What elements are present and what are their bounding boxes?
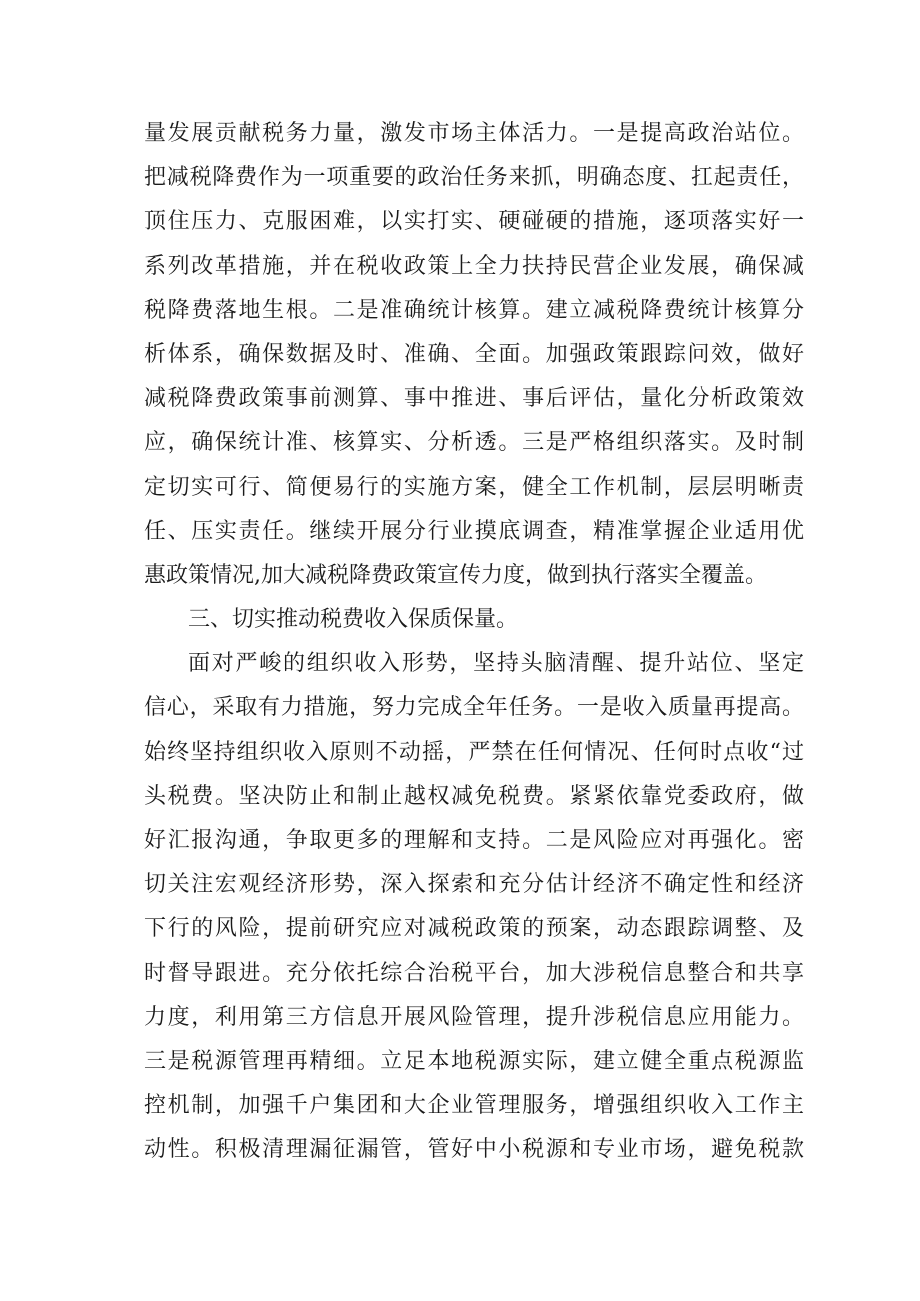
- text-line: 把减税降费作为一项重要的政治任务来抓，明确态度、扛起责任，: [144, 165, 804, 191]
- text-line: 惠政策情况,加大减税降费政策宣传力度，做到执行落实全覆盖。: [144, 562, 767, 588]
- text-line: 析体系，确保数据及时、准确、全面。加强政策跟踪问效，做好: [144, 341, 804, 367]
- text-line: 时督导跟进。充分依托综合治税平台，加大涉税信息整合和共享: [144, 960, 804, 986]
- text-line: 减税降费政策事前测算、事中推进、事后评估，量化分析政策效: [144, 386, 804, 412]
- text-line: 定切实可行、简便易行的实施方案，健全工作机制，层层明晰责: [144, 474, 804, 500]
- text-line: 应，确保统计准、核算实、分析透。三是严格组织落实。及时制: [144, 430, 804, 456]
- text-line: 控机制，加强千户集团和大企业管理服务，增强组织收入工作主: [144, 1093, 804, 1119]
- text-line: 切关注宏观经济形势，深入探索和充分估计经济不确定性和经济: [144, 872, 804, 898]
- text-line: 下行的风险，提前研究应对减税政策的预案，动态跟踪调整、及: [144, 916, 804, 942]
- text-line: 面对严峻的组织收入形势，坚持头脑清醒、提升站位、坚定: [188, 651, 804, 677]
- text-line: 任、压实责任。继续开展分行业摸底调查，精准掌握企业适用优: [144, 518, 804, 544]
- text-line: 头税费。坚决防止和制止越权减免税费。紧紧依靠党委政府，做: [144, 783, 804, 809]
- document-body: [144, 112, 804, 1173]
- text-line: 信心，采取有力措施，努力完成全年任务。一是收入质量再提高。: [144, 695, 804, 721]
- text-line: 税降费落地生根。二是准确统计核算。建立减税降费统计核算分: [144, 297, 804, 323]
- text-line: 动性。积极清理漏征漏管，管好中小税源和专业市场，避免税款: [144, 1137, 804, 1163]
- text-line: 量发展贡献税务力量，激发市场主体活力。一是提高政治站位。: [144, 121, 804, 146]
- text-line: 始终坚持组织收入原则不动摇，严禁在任何情况、任何时点收“过: [144, 739, 804, 765]
- text-line: 力度，利用第三方信息开展风险管理，提升涉税信息应用能力。: [144, 1004, 804, 1030]
- text-line: 顶住压力、克服困难，以实打实、硬碰硬的措施，逐项落实好一: [144, 209, 804, 235]
- text-line: 三是税源管理再精细。立足本地税源实际，建立健全重点税源监: [144, 1048, 804, 1074]
- section-heading: 三、切实推动税费收入保质保量。: [188, 607, 519, 633]
- text-line: 好汇报沟通，争取更多的理解和支持。二是风险应对再强化。密: [144, 828, 804, 853]
- text-line: 系列改革措施，并在税收政策上全力扶持民营企业发展，确保减: [144, 253, 804, 279]
